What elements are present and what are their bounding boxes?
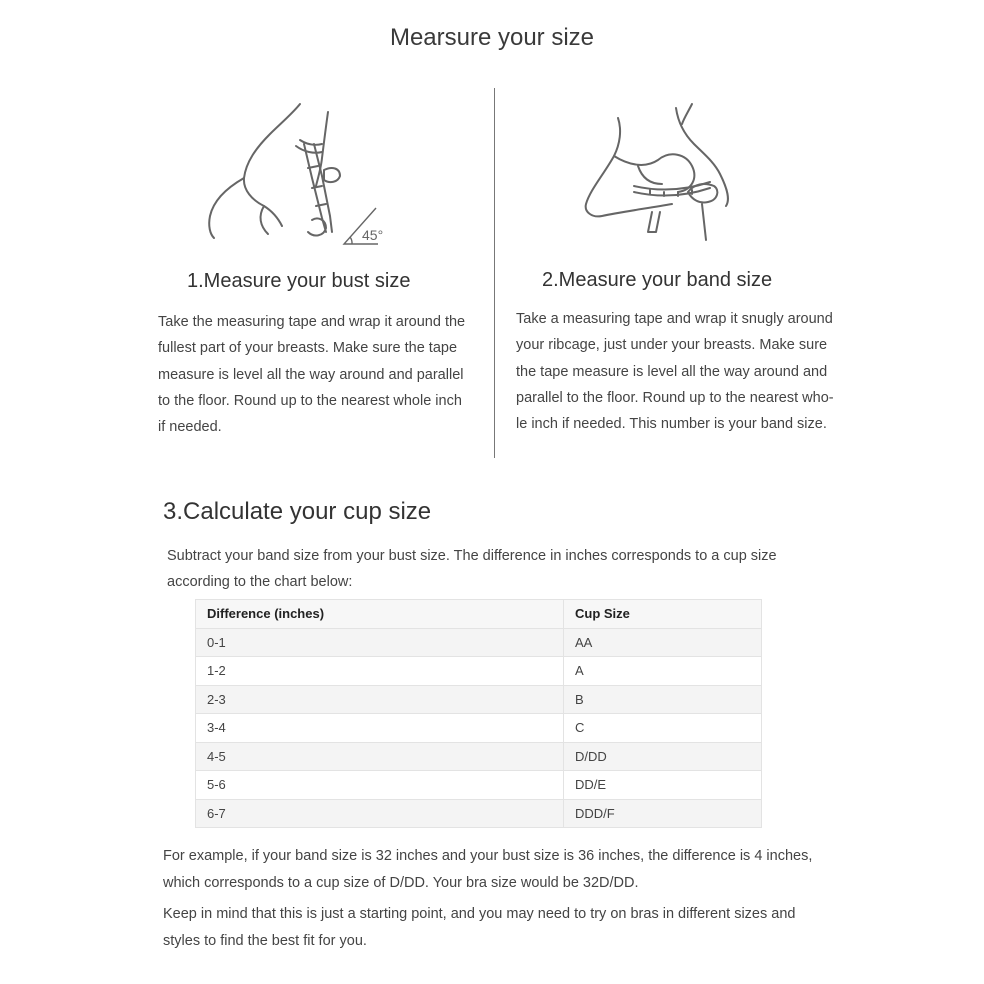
column-divider (494, 88, 495, 458)
table-row (196, 771, 762, 800)
table-cell-difference: 6-7 (196, 799, 564, 828)
bust-line: if needed. (158, 419, 222, 436)
table-row (196, 742, 762, 771)
table-cell-cup: AA (564, 628, 762, 657)
table-cell-cup: DD/E (564, 771, 762, 800)
bust-line: Take the measuring tape and wrap it around the (158, 314, 466, 330)
table-cell-cup: A (564, 657, 762, 686)
table-row (196, 685, 762, 714)
example-line: For example, if your band size is 32 inches and your bust size is 36 inches, the difference is 4 inches, (163, 848, 813, 864)
table-header-row (196, 600, 762, 629)
table-row (196, 657, 762, 686)
table-cell-difference: 5-6 (196, 771, 564, 800)
intro-line: Subtract your band size from your bust size. The difference in inches corresponds to a cup size (167, 548, 777, 564)
page-title: Mearsure your size (389, 24, 595, 51)
bust-line: to the floor. Round up to the nearest whole inch (158, 392, 462, 409)
bust-line: fullest part of your breasts. Make sure the tape (158, 340, 458, 357)
bust-instructions (158, 309, 493, 440)
table-row (196, 628, 762, 657)
bust-line: measure is level all the way around and parallel (158, 366, 464, 383)
table-header-difference: Difference (inches) (196, 600, 564, 629)
example-text (163, 843, 853, 896)
intro-line: according to the chart below: (167, 574, 353, 590)
angle-label: 45° (362, 227, 384, 243)
band-line: Take a measuring tape and wrap it snugly around (516, 311, 833, 327)
cup-intro (167, 543, 827, 595)
table-cell-difference: 2-3 (196, 685, 564, 714)
note-line: styles to find the best fit for you. (163, 932, 367, 949)
table-cell-difference: 4-5 (196, 742, 564, 771)
band-line: the tape measure is level all the way around and (516, 363, 828, 380)
cup-heading: 3.Calculate your cup size (163, 498, 432, 525)
band-heading: 2.Measure your band size (542, 269, 773, 291)
table-cell-difference: 1-2 (196, 657, 564, 686)
band-instructions (516, 306, 861, 437)
note-line: Keep in mind that this is just a starting point, and you may need to try on bras in different sizes and (163, 906, 796, 922)
table-cell-cup: D/DD (564, 742, 762, 771)
table-cell-difference: 3-4 (196, 714, 564, 743)
note-text (163, 901, 853, 954)
table-header-cup-size: Cup Size (564, 600, 762, 629)
band-line: your ribcage, just under your breasts. Make sure (516, 337, 828, 354)
table-cell-cup: DDD/F (564, 799, 762, 828)
example-line: which corresponds to a cup size of D/DD. Your bra size would be 32D/DD. (163, 874, 639, 891)
table-cell-cup: B (564, 685, 762, 714)
band-line: le inch if needed. This number is your band size. (516, 416, 827, 433)
cup-size-table (195, 599, 762, 828)
table-cell-difference: 0-1 (196, 628, 564, 657)
table-row (196, 799, 762, 828)
bust-heading: 1.Measure your bust size (187, 270, 411, 292)
table-cell-cup: C (564, 714, 762, 743)
band-line: parallel to the floor. Round up to the nearest who- (516, 389, 834, 406)
table-row (196, 714, 762, 743)
band-measure-illustration (580, 100, 745, 248)
